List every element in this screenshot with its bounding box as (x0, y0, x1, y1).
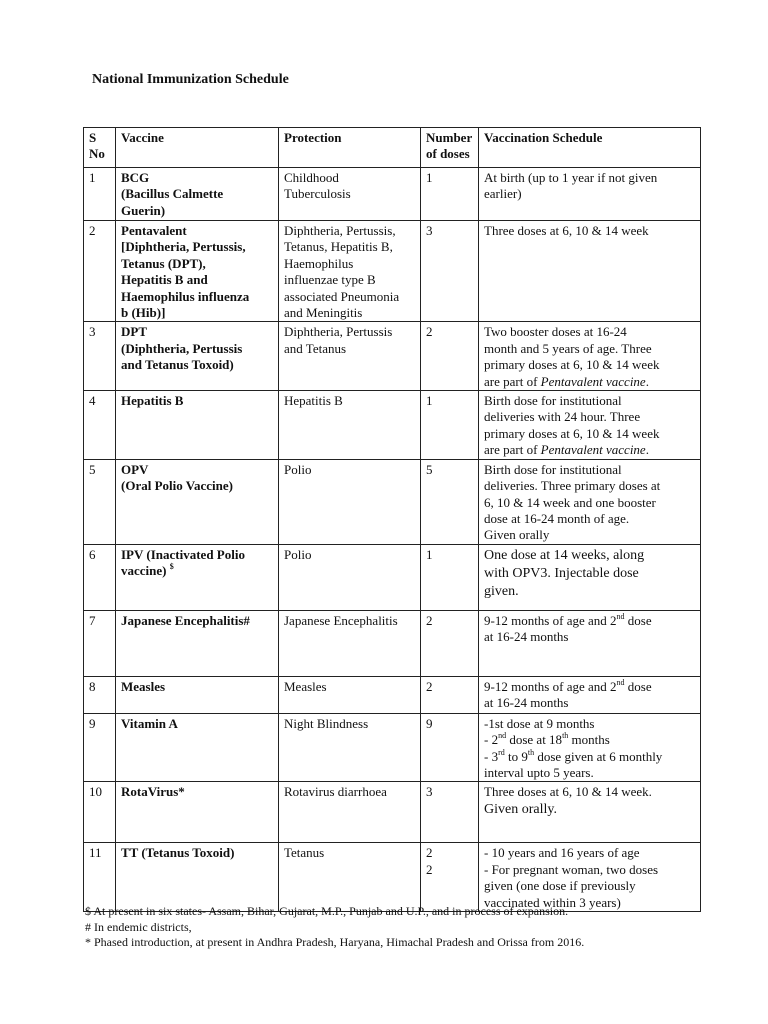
cell-doses: 2 (421, 322, 479, 391)
cell-schedule: - 10 years and 16 years of age - For pregnant woman, two doses given (one dose if previously vaccinated within 3 years) (479, 843, 701, 912)
cell-schedule: 9-12 months of age and 2nd dose at 16-24 months (479, 676, 701, 713)
table-row (84, 391, 701, 460)
cell-sno: 2 (84, 221, 116, 322)
table-row (84, 322, 701, 391)
table-row (84, 676, 701, 713)
cell-sno: 6 (84, 544, 116, 610)
cell-vaccine: OPV (Oral Polio Vaccine) (116, 459, 279, 544)
cell-sno: 7 (84, 610, 116, 676)
cell-sno: 11 (84, 843, 116, 912)
cell-sno: 9 (84, 713, 116, 782)
cell-doses: 5 (421, 459, 479, 544)
cell-protection: Measles (279, 676, 421, 713)
table-row (84, 782, 701, 843)
table-body (84, 168, 701, 912)
header-protection: Protection (279, 128, 421, 168)
cell-vaccine: TT (Tetanus Toxoid) (116, 843, 279, 912)
table-row (84, 168, 701, 221)
cell-doses: 2 2 (421, 843, 479, 912)
cell-sno: 1 (84, 168, 116, 221)
cell-doses: 3 (421, 782, 479, 843)
cell-vaccine: Vitamin A (116, 713, 279, 782)
cell-doses: 2 (421, 610, 479, 676)
cell-doses: 1 (421, 391, 479, 460)
cell-doses: 1 (421, 544, 479, 610)
cell-doses: 3 (421, 221, 479, 322)
cell-protection: Rotavirus diarrhoea (279, 782, 421, 843)
cell-schedule: One dose at 14 weeks, along with OPV3. Injectable dose given. (479, 544, 701, 610)
cell-schedule: Birth dose for institutional deliveries with 24 hour. Three primary doses at 6, 10 & 14 week are part of Pentavalent vaccine. (479, 391, 701, 460)
cell-vaccine: DPT (Diphtheria, Pertussis and Tetanus Toxoid) (116, 322, 279, 391)
table-row (84, 610, 701, 676)
cell-sno: 3 (84, 322, 116, 391)
cell-schedule: Three doses at 6, 10 & 14 week (479, 221, 701, 322)
table-header-row (84, 128, 701, 168)
header-doses: Number of doses (421, 128, 479, 168)
cell-vaccine: RotaVirus* (116, 782, 279, 843)
cell-sno: 4 (84, 391, 116, 460)
footnote-dollar: $ At present in six states- Assam, Bihar, Gujarat, M.P., Punjab and U.P., and in process of expansion. (85, 904, 569, 918)
table-row (84, 544, 701, 610)
cell-schedule: Three doses at 6, 10 & 14 week. Given orally. (479, 782, 701, 843)
footnote-star: * Phased introduction, at present in Andhra Pradesh, Haryana, Himachal Pradesh and Orissa from 2016. (85, 935, 585, 949)
cell-vaccine: BCG (Bacillus Calmette Guerin) (116, 168, 279, 221)
cell-doses: 2 (421, 676, 479, 713)
cell-schedule: Two booster doses at 16-24 month and 5 years of age. Three primary doses at 6, 10 & 14 week are part of Pentavalent vaccine. (479, 322, 701, 391)
cell-vaccine: Hepatitis B (116, 391, 279, 460)
cell-protection: Japanese Encephalitis (279, 610, 421, 676)
cell-protection: Polio (279, 544, 421, 610)
cell-vaccine: Pentavalent [Diphtheria, Pertussis, Tetanus (DPT), Hepatitis B and Haemophilus influenza b (Hib)] (116, 221, 279, 322)
cell-schedule: Birth dose for institutional deliveries. Three primary doses at 6, 10 & 14 week and one booster dose at 16-24 month of age. Given orally (479, 459, 701, 544)
table-row (84, 459, 701, 544)
table-row (84, 713, 701, 782)
header-vaccine: Vaccine (116, 128, 279, 168)
cell-schedule: -1st dose at 9 months - 2nd dose at 18th months - 3rd to 9th dose given at 6 monthly interval upto 5 years. (479, 713, 701, 782)
header-schedule: Vaccination Schedule (479, 128, 701, 168)
table-row (84, 843, 701, 912)
cell-sno: 8 (84, 676, 116, 713)
document-title: National Immunization Schedule (92, 72, 289, 87)
immunization-table (83, 127, 701, 912)
cell-vaccine: IPV (Inactivated Polio vaccine) $ (116, 544, 279, 610)
cell-protection: Childhood Tuberculosis (279, 168, 421, 221)
footnote-hash: # In endemic districts, (85, 919, 192, 934)
cell-schedule: At birth (up to 1 year if not given earlier) (479, 168, 701, 221)
cell-sno: 5 (84, 459, 116, 544)
cell-protection: Polio (279, 459, 421, 544)
cell-protection: Diphtheria, Pertussis and Tetanus (279, 322, 421, 391)
cell-schedule: 9-12 months of age and 2nd dose at 16-24 months (479, 610, 701, 676)
cell-sno: 10 (84, 782, 116, 843)
table-row (84, 221, 701, 322)
cell-protection: Hepatitis B (279, 391, 421, 460)
header-sno: S No (84, 128, 116, 168)
cell-vaccine: Measles (116, 676, 279, 713)
cell-doses: 1 (421, 168, 479, 221)
cell-protection: Tetanus (279, 843, 421, 912)
footnotes (85, 904, 725, 951)
cell-vaccine: Japanese Encephalitis# (116, 610, 279, 676)
cell-protection: Diphtheria, Pertussis, Tetanus, Hepatitis B, Haemophilus influenzae type B associated Pneumonia and Meningitis (279, 221, 421, 322)
cell-doses: 9 (421, 713, 479, 782)
cell-protection: Night Blindness (279, 713, 421, 782)
